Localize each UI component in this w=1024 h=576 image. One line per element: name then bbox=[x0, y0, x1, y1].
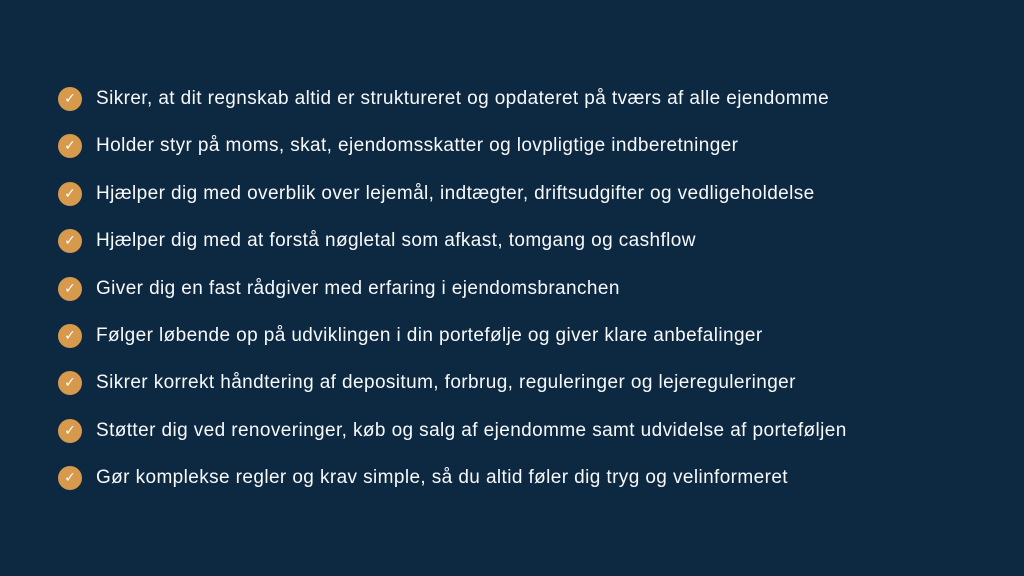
checklist-item-text: Støtter dig ved renoveringer, køb og salg af ejendomme samt udvidelse af porteføljen bbox=[96, 419, 847, 441]
checklist-item-text: Hjælper dig med at forstå nøgletal som afkast, tomgang og cashflow bbox=[96, 230, 696, 252]
check-icon: ✓ bbox=[58, 324, 82, 348]
check-icon: ✓ bbox=[58, 182, 82, 206]
checklist-item bbox=[58, 87, 847, 111]
check-icon: ✓ bbox=[58, 371, 82, 395]
checklist-item bbox=[58, 371, 847, 395]
check-icon: ✓ bbox=[58, 277, 82, 301]
checklist-item-text: Hjælper dig med overblik over lejemål, indtægter, driftsudgifter og vedligeholdelse bbox=[96, 182, 815, 204]
checklist-item bbox=[58, 419, 847, 443]
checklist-item bbox=[58, 229, 847, 253]
checklist-item-text: Holder styr på moms, skat, ejendomsskatter og lovpligtige indberetninger bbox=[96, 135, 739, 157]
check-icon: ✓ bbox=[58, 419, 82, 443]
checklist-item bbox=[58, 182, 847, 206]
checklist-item-text: Gør komplekse regler og krav simple, så du altid føler dig tryg og velinformeret bbox=[96, 467, 788, 489]
checklist-item bbox=[58, 277, 847, 301]
checklist-item-text: Giver dig en fast rådgiver med erfaring i ejendomsbranchen bbox=[96, 277, 620, 299]
check-icon: ✓ bbox=[58, 134, 82, 158]
checklist-item bbox=[58, 466, 847, 490]
checklist-item bbox=[58, 324, 847, 348]
checklist-item-text: Sikrer korrekt håndtering af depositum, forbrug, reguleringer og lejereguleringer bbox=[96, 372, 796, 394]
check-icon: ✓ bbox=[58, 466, 82, 490]
checklist-item bbox=[58, 134, 847, 158]
checklist-item-text: Følger løbende op på udviklingen i din portefølje og giver klare anbefalinger bbox=[96, 324, 763, 346]
check-icon: ✓ bbox=[58, 229, 82, 253]
checklist bbox=[58, 87, 847, 514]
checklist-item-text: Sikrer, at dit regnskab altid er struktureret og opdateret på tværs af alle ejendomme bbox=[96, 88, 830, 109]
check-icon: ✓ bbox=[58, 87, 82, 111]
